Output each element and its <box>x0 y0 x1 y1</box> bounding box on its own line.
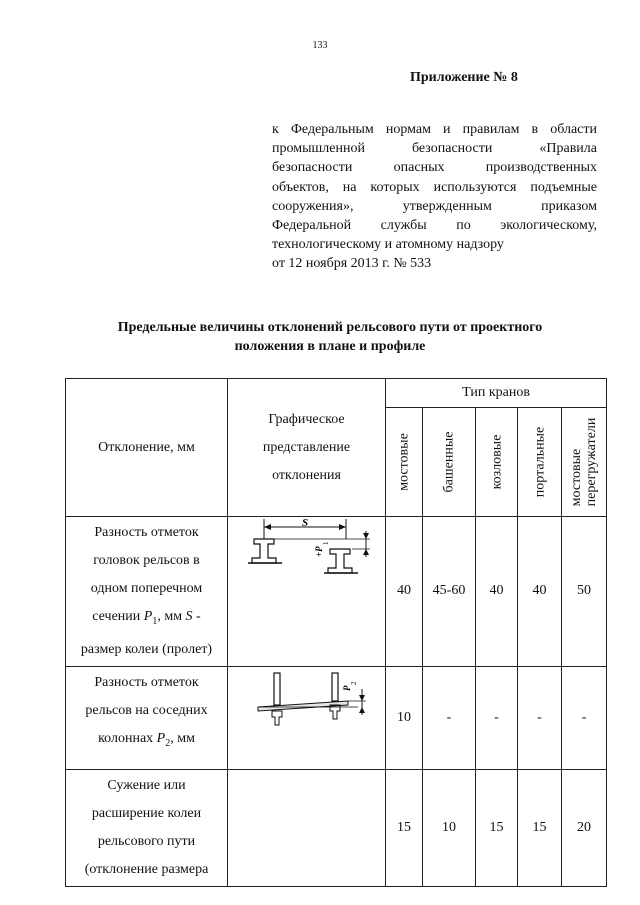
arrow-icon <box>363 533 369 539</box>
preamble-line: безопасности опасных производственных <box>272 160 597 176</box>
value-cell: 50 <box>562 517 607 667</box>
desc-line: головок рельсов в <box>93 553 200 568</box>
column-rail-diagram <box>228 667 386 733</box>
rail-right-icon <box>328 549 352 573</box>
var-sub: 2 <box>165 737 171 749</box>
arrow-icon <box>264 524 271 530</box>
crane-type-header <box>562 408 607 517</box>
header-graphic-line: представление <box>262 439 351 455</box>
diagram-label-p: +P <box>314 546 324 557</box>
var-sub: 1 <box>152 615 158 627</box>
rail-left-icon <box>252 539 276 563</box>
desc-text: сечении <box>92 609 144 624</box>
table-title-line: Предельные величины отклонений рельсового пути от проектного <box>117 320 543 335</box>
diagram-label-p-sub: 1 <box>322 541 330 545</box>
arrow-icon <box>339 524 346 530</box>
table-row <box>66 666 607 769</box>
var-p: P <box>156 730 166 746</box>
row-description <box>66 517 228 667</box>
value-cell: - <box>562 666 607 769</box>
crane-type-header <box>423 408 476 517</box>
crane-type-label: портальные <box>532 426 547 498</box>
desc-line: расширение колеи <box>91 805 202 821</box>
deviations-table <box>65 378 607 887</box>
crane-type-label-line: перегружатели <box>584 417 600 507</box>
desc-line <box>70 725 223 758</box>
table-row <box>66 769 607 886</box>
column-right-icon <box>332 673 338 701</box>
crane-type-label: мостовые <box>396 433 412 491</box>
table-title <box>80 318 580 356</box>
value-cell: 45-60 <box>423 517 476 667</box>
desc-line: размер колеи (пролет) <box>80 641 213 657</box>
appendix-title: Приложение № 8 <box>410 70 518 85</box>
value-cell: - <box>476 666 518 769</box>
header-crane-types: Тип кранов <box>386 379 607 408</box>
rail-height-diagram <box>228 517 386 587</box>
preamble-line: технологическому и атомному надзору <box>272 237 504 253</box>
crane-type-header <box>518 408 562 517</box>
graphic-cell <box>228 769 386 886</box>
desc-line: Сужение или <box>107 777 186 793</box>
desc-text: колоннах <box>98 730 157 746</box>
desc-line: Разность отметок <box>94 674 199 690</box>
desc-text: - <box>192 609 201 624</box>
value-cell: 15 <box>518 769 562 886</box>
row-description <box>66 666 228 769</box>
graphic-cell <box>228 517 386 667</box>
header-graphic-line: Графическое <box>268 411 345 427</box>
value-cell: 15 <box>386 769 423 886</box>
diagram-label-p-sub: 2 <box>350 681 358 685</box>
page-number: 133 <box>312 40 328 51</box>
preamble-line: от 12 ноября 2013 г. № 533 <box>272 256 432 272</box>
crane-type-label <box>569 418 599 507</box>
preamble-line: промышленной безопасности «Правила <box>272 141 597 157</box>
header-graphic-line: отклонения <box>272 467 341 483</box>
desc-line <box>70 603 223 636</box>
diagram-label-p: P <box>342 685 352 691</box>
value-cell: 40 <box>476 517 518 667</box>
desc-line: Разность отметок <box>94 525 199 540</box>
crane-type-label: башенные <box>441 431 457 493</box>
arrow-icon <box>359 695 365 701</box>
crane-type-label: козловые <box>489 434 504 490</box>
desc-line: рельсового пути <box>97 833 196 849</box>
beam-icon <box>258 701 348 711</box>
crane-type-label-line: мостовые <box>569 448 585 507</box>
preamble <box>272 120 597 274</box>
diagram-label-s: S <box>302 517 309 529</box>
value-cell: 20 <box>562 769 607 886</box>
value-cell: 40 <box>386 517 423 667</box>
value-cell: 10 <box>386 666 423 769</box>
value-cell: 15 <box>476 769 518 886</box>
preamble-line: объектов, на которых используются подъемные <box>272 179 597 195</box>
var-s: S <box>185 609 193 624</box>
arrow-icon <box>363 549 369 555</box>
graphic-cell <box>228 666 386 769</box>
crane-type-header <box>476 408 518 517</box>
desc-line: (отклонение размера <box>84 861 209 877</box>
support-left-icon <box>272 711 282 725</box>
preamble-line: сооружения», утвержденным приказом <box>272 198 597 214</box>
desc-text: , мм <box>170 730 195 746</box>
desc-line: одном поперечном <box>90 581 203 596</box>
arrow-icon <box>359 707 365 713</box>
value-cell: 40 <box>518 517 562 667</box>
header-deviation: Отклонение, мм <box>66 379 228 517</box>
crane-type-header <box>386 408 423 517</box>
value-cell: - <box>423 666 476 769</box>
var-p: P <box>143 609 153 624</box>
table-title-line: положения в плане и профиле <box>234 339 426 354</box>
desc-line: рельсов на соседних <box>85 702 208 718</box>
header-graphic <box>228 379 386 517</box>
row-description <box>66 769 228 886</box>
preamble-line: Федеральной службы по экологическому, <box>272 218 597 234</box>
table-row <box>66 517 607 667</box>
value-cell: - <box>518 666 562 769</box>
desc-text: , мм <box>157 609 186 624</box>
value-cell: 10 <box>423 769 476 886</box>
preamble-line: к Федеральным нормам и правилам в области <box>272 122 597 137</box>
column-left-icon <box>274 673 280 705</box>
